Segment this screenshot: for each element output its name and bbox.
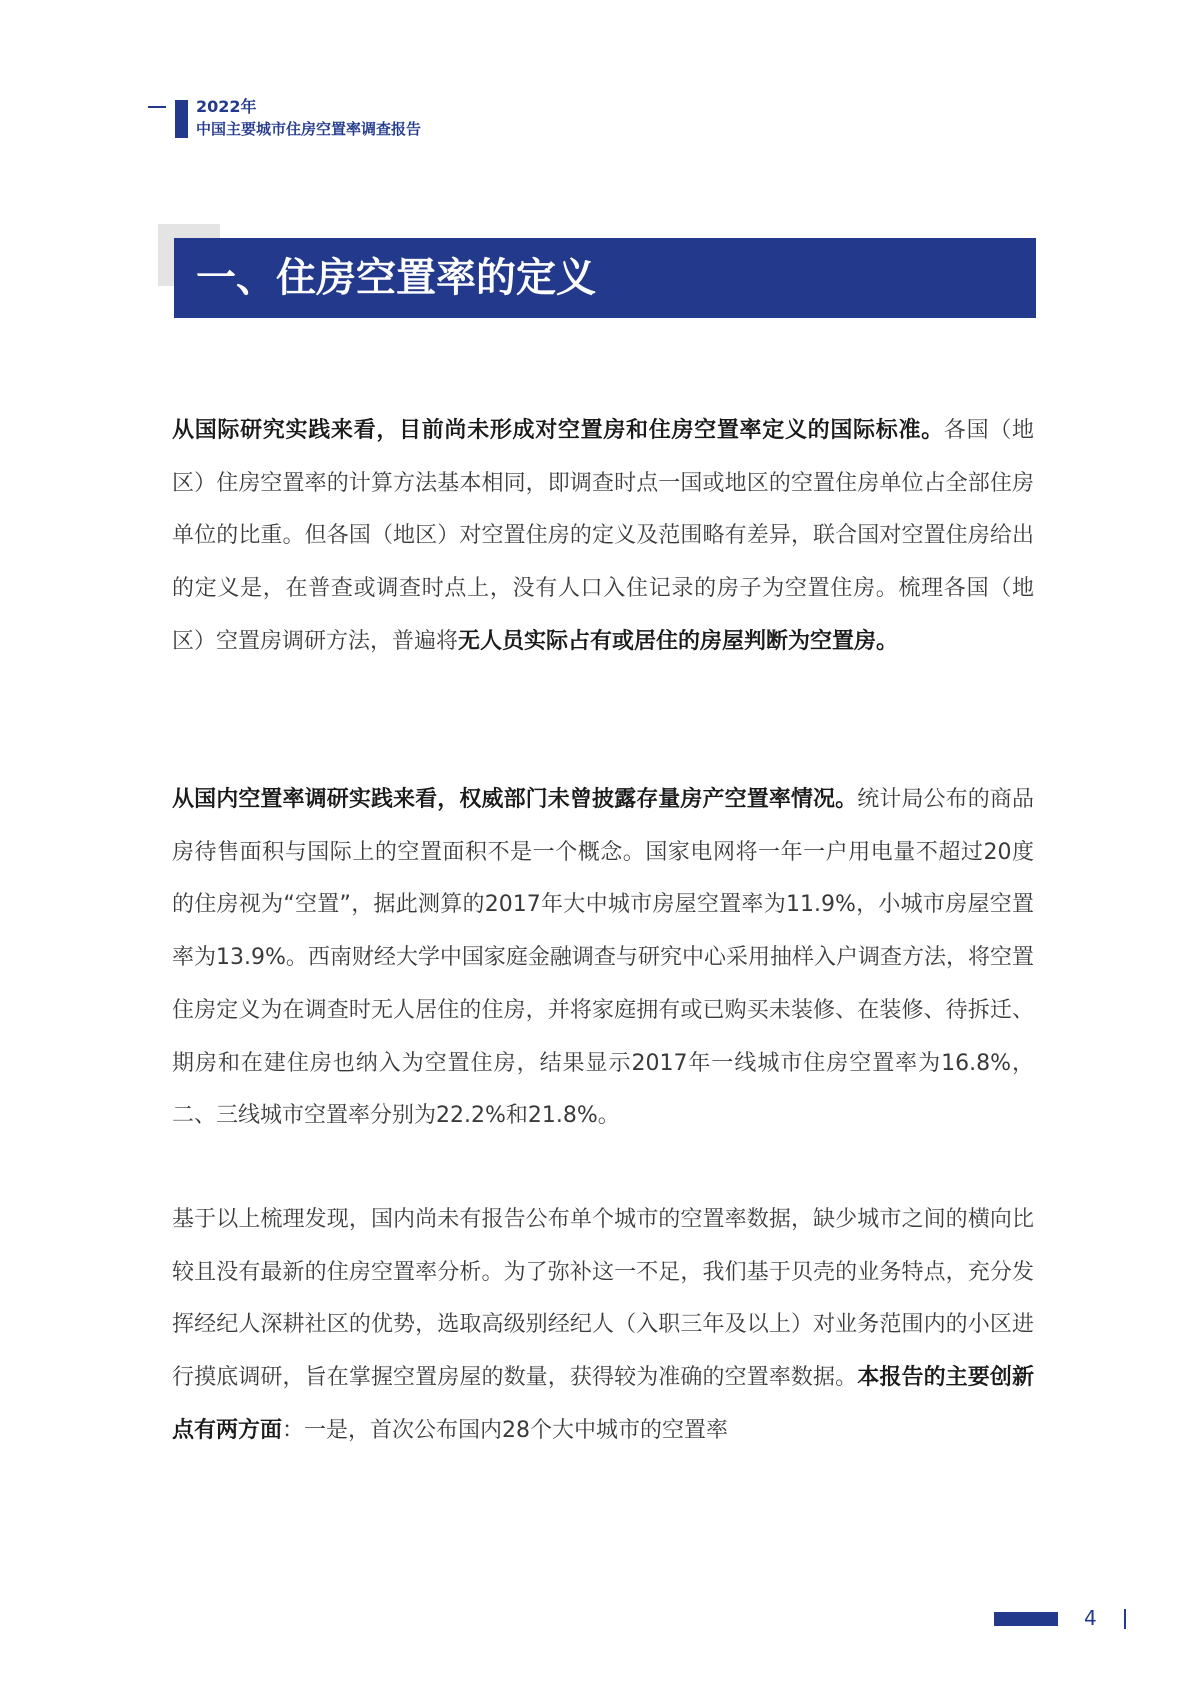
- paragraph-domestic-practice: [172, 774, 1034, 1143]
- section-title: 一、住房空置率的定义: [174, 238, 1036, 318]
- paragraph-body-tail: ：一是，首次公布国内28个大中城市的空置率: [282, 1417, 729, 1443]
- paragraph-body: 统计局公布的商品房待售面积与国际上的空置面积不是一个概念。国家电网将一年一户用电量不超过20度的住房视为“空置”，据此测算的2017年大中城市房屋空置率为11.9%，小城市房屋空置率为13.9%。西南财经大学中国家庭金融调查与研究中心采用抽样入户调查方法，将空置住房定义为在调查时无人居住的住房，并将家庭拥有或已购买未装修、在装修、待拆迁、期房和在建住房也纳入为空置住房，结果显示2017年一线城市住房空置率为16.8%，二、三线城市空置率分别为22.2%和21.8%。: [172, 787, 1034, 1129]
- page-number: 4: [1084, 1606, 1097, 1630]
- paragraph-report-innovation: [172, 1194, 1034, 1458]
- paragraph-body: 各国（地区）住房空置率的计算方法基本相同，即调查时点一国或地区的空置住房单位占全部住房单位的比重。但各国（地区）对空置住房的定义及范围略有差异，联合国对空置住房给出的定义是，在普查或调查时点上，没有人口入住记录的房子为空置住房。梳理各国（地区）空置房调研方法，普遍将: [172, 418, 1034, 654]
- paragraph-international-definition: [172, 405, 1034, 669]
- paragraph-body: 基于以上梳理发现，国内尚未有报告公布单个城市的空置率数据，缺少城市之间的横向比较且没有最新的住房空置率分析。为了弥补这一不足，我们基于贝壳的业务特点，充分发挥经纪人深耕社区的优势，选取高级别经纪人（入职三年及以上）对业务范围内的小区进行摸底调研，旨在掌握空置房屋的数量，获得较为准确的空置率数据。: [172, 1207, 1034, 1391]
- paragraph-inline-bold: 本报告的主要创新点有两方面: [172, 1365, 1034, 1443]
- header-year: 2022年: [196, 97, 257, 116]
- paragraph-closing-bold: 无人员实际占有或居住的房屋判断为空置房。: [458, 628, 899, 654]
- footer-separator: [1124, 1609, 1126, 1629]
- paragraph-lead-bold: 从国内空置率调研实践来看，权威部门未曾披露存量房产空置率情况。: [172, 787, 858, 812]
- paragraph-lead-bold: 从国际研究实践来看，目前尚未形成对空置房和住房空置率定义的国际标准。: [172, 418, 944, 443]
- header-report-title: 中国主要城市住房空置率调查报告: [196, 120, 422, 138]
- footer-accent-bar: [994, 1612, 1058, 1626]
- header-dash: [148, 106, 166, 108]
- header-accent-bar: [175, 100, 188, 138]
